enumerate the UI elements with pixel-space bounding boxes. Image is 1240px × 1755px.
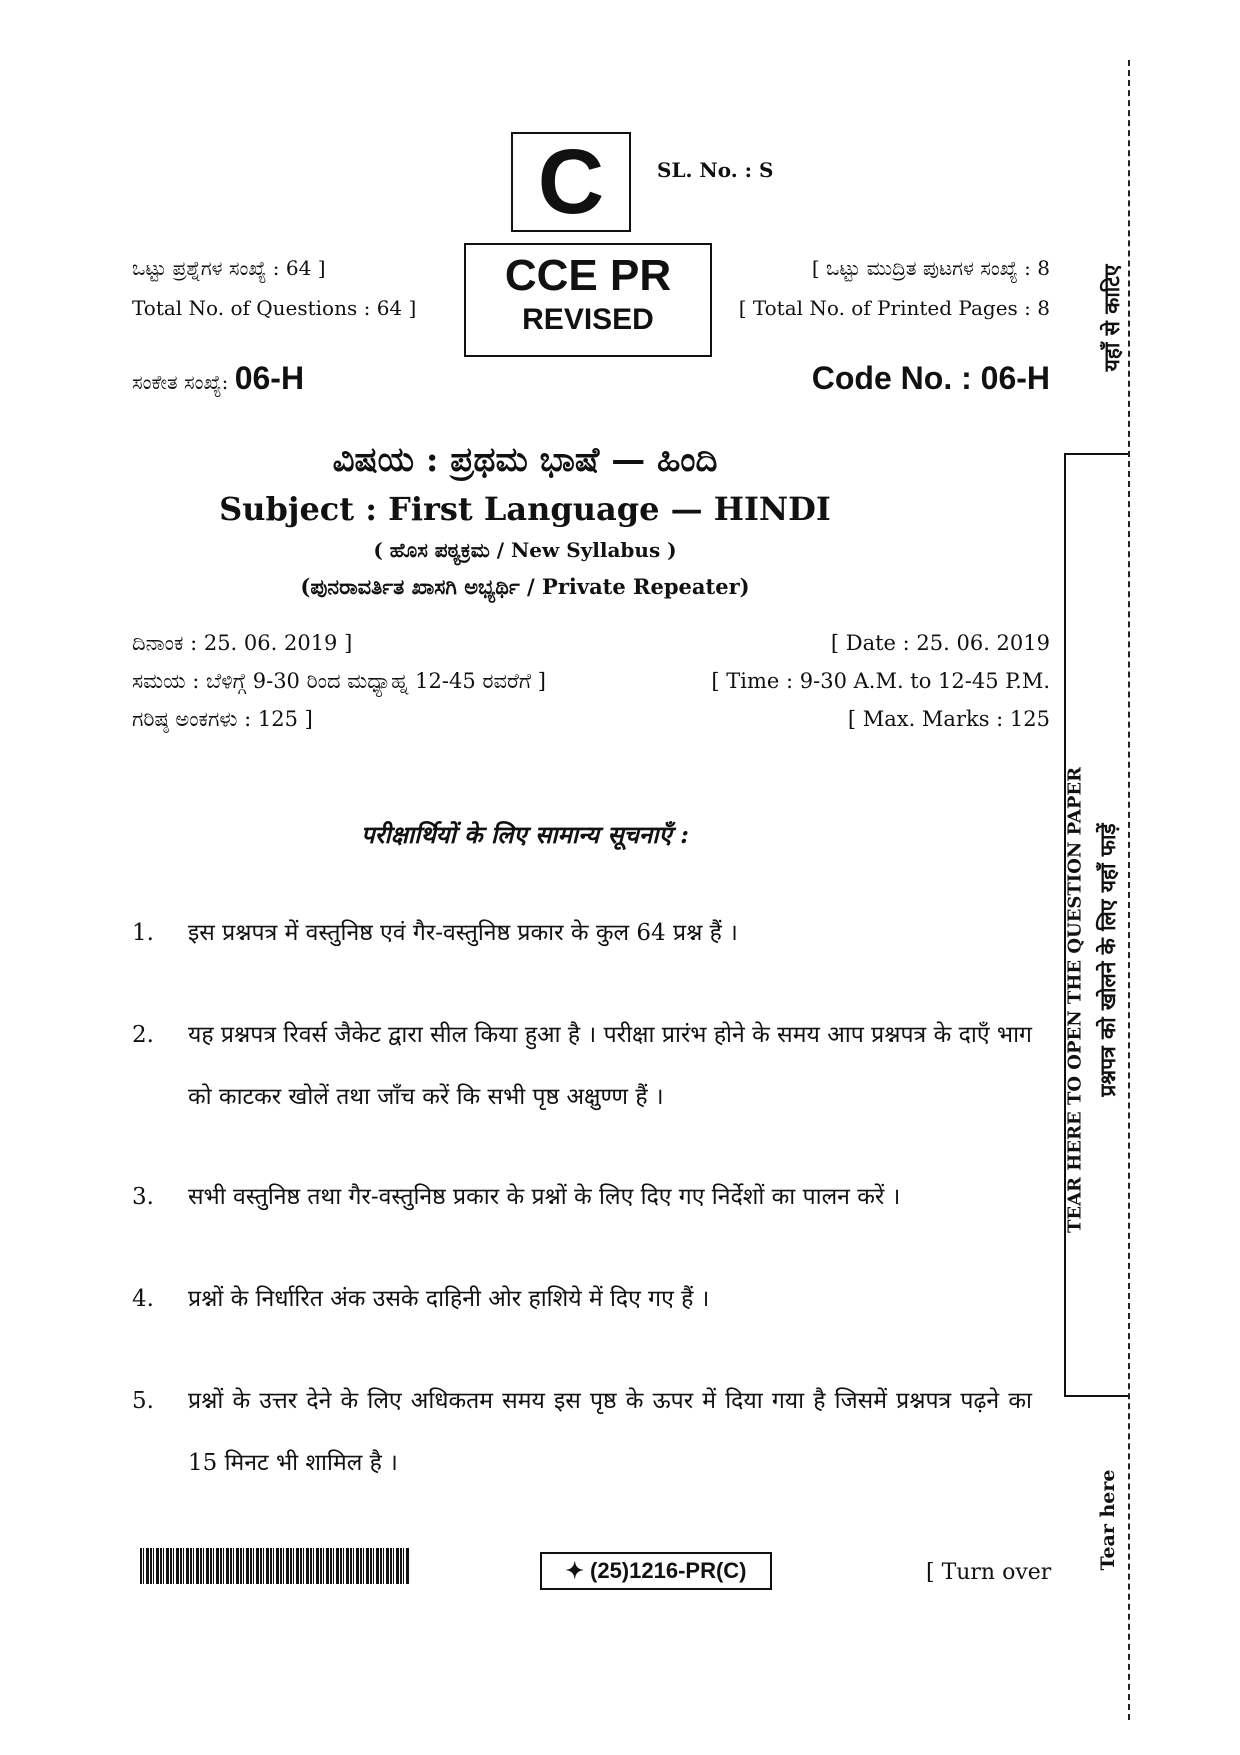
exam-info-english [711,624,1050,738]
barcode [140,1548,410,1584]
cut-here-label [1097,238,1127,398]
subject-english: Subject : First Language — HINDI [219,490,831,528]
paper-code: ✦ (25)1216-PR(C) [565,1558,747,1583]
tear-to-open-english: TEAR HERE TO OPEN THE QUESTION PAPER [1064,766,1086,1234]
total-questions-english: Total No. of Questions : 64 ] [132,296,417,320]
code-kannada [132,360,304,397]
scheme-subtitle: REVISED [522,303,654,336]
tear-to-open-english-label [1062,740,1088,1260]
total-questions-block [132,248,416,328]
max-marks-kannada: ಗರಿಷ್ಠ ಅಂಕಗಳು : 125 ] [132,707,313,731]
code-value-kannada: 06-H [234,360,305,396]
instruction-text: प्रश्नों के निर्धारित अंक उसके दाहिनी ओर हाशिये में दिए गए हैं । [188,1286,710,1312]
instruction-item [132,1268,1032,1330]
paper-code-box [540,1552,772,1590]
instruction-text: यह प्रश्नपत्र रिवर्स जैकेट द्वारा सील किया हुआ है । परीक्षा प्रारंभ होने के समय आप प्रश्नपत्र के दाएँ भाग को काटकर खोलें तथा जाँच करें कि सभी पृष्ठ अक्षुण्ण हैं । [188,1022,1032,1110]
cut-here-text: यहाँ से काटिए [1099,264,1124,372]
total-pages-english: [ Total No. of Printed Pages : 8 [738,296,1050,320]
instruction-text: इस प्रश्नपत्र में वस्तुनिष्ठ एवं गैर-वस्तुनिष्ठ प्रकार के कुल 64 प्रश्न हैं । [188,920,738,946]
instruction-item [132,1004,1032,1128]
instruction-number: 3. [132,1184,154,1210]
instruction-item [132,1166,1032,1228]
scheme-title: CCE PR [504,251,672,300]
date-kannada: ದಿನಾಂಕ : 25. 06. 2019 ] [132,631,353,655]
max-marks-english: [ Max. Marks : 125 [847,707,1050,731]
syllabus-line: ( ಹೊಸ ಪಠ್ಯಕ್ರಮ / New Syllabus ) [373,538,677,562]
time-kannada: ಸಮಯ : ಬೆಳಿಗ್ಗೆ 9-30 ರಿಂದ ಮಧ್ಯಾಹ್ನ 12-45 ರವರೆಗೆ ] [132,669,546,693]
instruction-item [132,902,1032,964]
instruction-item [132,1370,1032,1494]
instruction-text: प्रश्नों के उत्तर देने के लिए अधिकतम समय इस पृष्ठ के ऊपर में दिया गया है जिसमें प्रश्नपत्र पढ़ने का 15 मिनट भी शामिल है । [188,1388,1032,1476]
date-english: [ Date : 25. 06. 2019 [830,631,1050,655]
repeater-line: (ಪುನರಾವರ್ತಿತ ಖಾಸಗಿ ಅಭ್ಯರ್ಥಿ / Private Repeater) [300,574,750,599]
total-pages-block [739,248,1050,328]
tear-here-label [1095,1460,1121,1580]
version-letter-box [511,132,631,232]
code-label-kannada: ಸಂಕೇತ ಸಂಖ್ಯೆ: [132,370,229,394]
instruction-text: सभी वस्तुनिष्ठ तथा गैर-वस्तुनिष्ठ प्रकार के प्रश्नों के लिए दिए गए निर्देशों का पालन करें । [188,1184,901,1210]
tear-here-text: Tear here [1097,1469,1119,1571]
tear-to-open-hindi: प्रश्नपत्र को खोलने के लिए यहाँ फाड़ें [1095,823,1120,1097]
tear-dashed-line [1128,60,1130,1720]
version-letter: C [537,131,605,233]
instruction-number: 2. [132,1022,154,1048]
instructions-title: परीक्षार्थियों के लिए सामान्य सूचनाएँ : [361,820,689,849]
turn-over-note: [ Turn over [926,1560,1052,1585]
total-pages-kannada: [ ಒಟ್ಟು ಮುದ್ರಿತ ಪುಟಗಳ ಸಂಖ್ಯೆ : 8 [811,256,1050,280]
instruction-number: 5. [132,1388,154,1414]
subject-kannada: ವಿಷಯ : ಪ್ರಥಮ ಭಾಷೆ — ಹಿಂದಿ [332,440,718,480]
exam-info-kannada [132,624,546,738]
serial-number: SL. No. : S [657,158,774,182]
tear-to-open-hindi-label [1093,740,1123,1180]
total-questions-kannada: ಒಟ್ಟು ಪ್ರಶ್ನೆಗಳ ಸಂಖ್ಯೆ : 64 ] [132,256,326,280]
time-english: [ Time : 9-30 A.M. to 12-45 P.M. [711,669,1050,693]
instruction-number: 4. [132,1286,154,1312]
instruction-number: 1. [132,920,154,946]
scheme-box [464,243,712,357]
code-english: Code No. : 06-H [811,360,1050,396]
